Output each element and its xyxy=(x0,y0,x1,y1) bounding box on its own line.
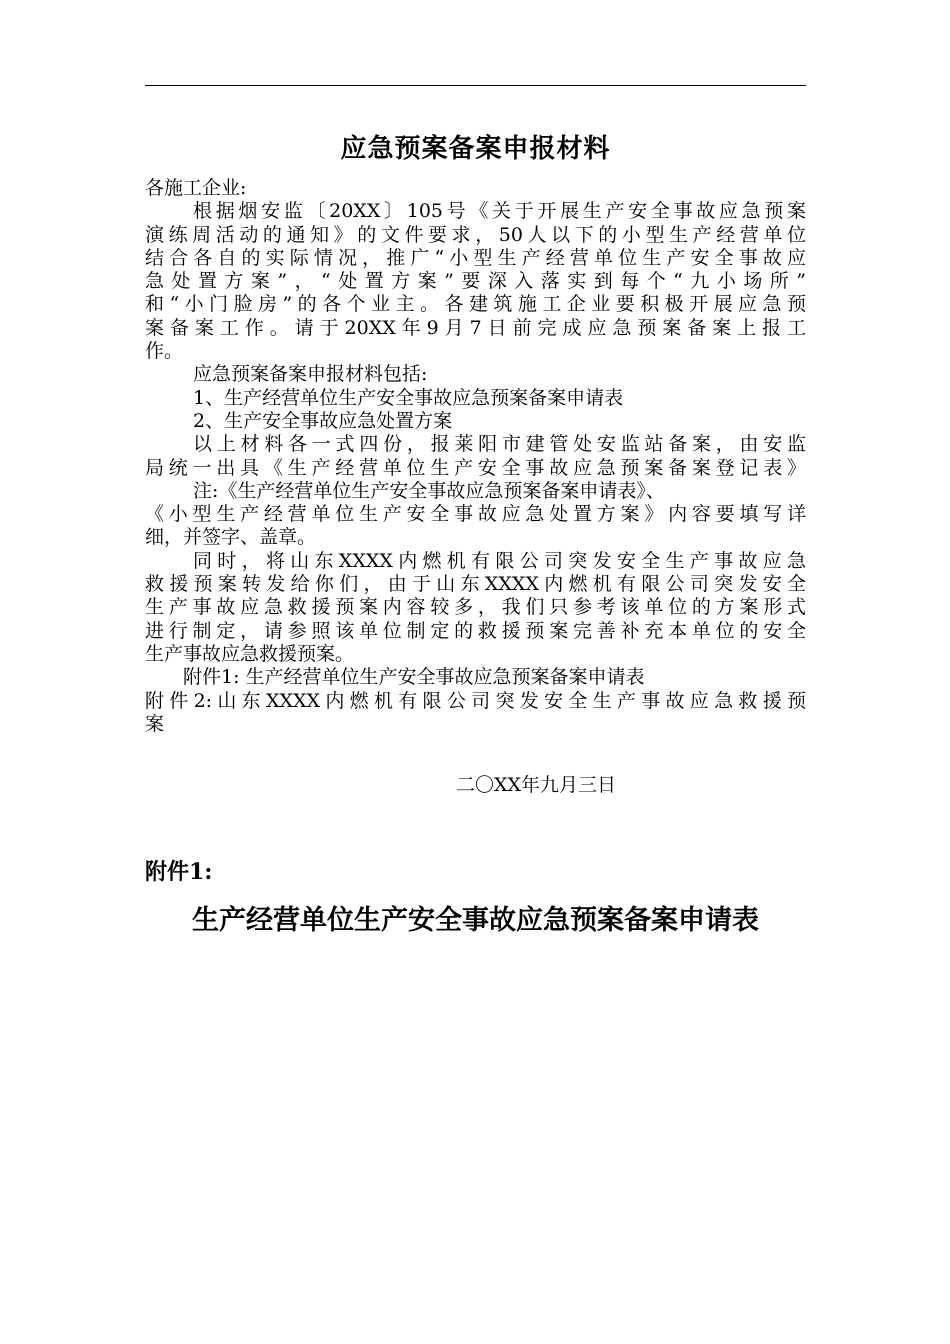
body-line: 以上材料各一式四份，报莱阳市建管处安监站备案，由安监 xyxy=(193,433,806,456)
body-line: 生产事故应急救援预案内容较多，我们只参考该单位的方案形式 xyxy=(145,596,806,619)
header-rule xyxy=(145,85,806,86)
body-line: 根据烟安监〔20XX〕105号《关于开展生产安全事故应急预案 xyxy=(193,200,806,223)
body-line: 各施工企业: xyxy=(145,177,247,199)
body-line: 作。 xyxy=(145,340,184,363)
body-line: 案备案工作。请于20XX年9月7日前完成应急预案备案上报工 xyxy=(145,316,806,339)
body-line: 急处置方案”，“处置方案”要深入落实到每个“九小场所” xyxy=(145,270,806,293)
attachment-label: 附件1: xyxy=(145,859,213,885)
body-line: 附件2:山东XXXX内燃机有限公司突发安全生产事故应急救援预 xyxy=(145,689,806,712)
body-line: 和“小门脸房”的各个业主。各建筑施工企业要积极开展应急预 xyxy=(145,293,806,316)
document-body xyxy=(145,177,806,736)
body-line: 1、生产经营单位生产安全事故应急预案备案申请表 xyxy=(193,386,624,409)
body-line: 生产事故应急救援预案。 xyxy=(145,642,355,665)
document-title: 应急预案备案申报材料 xyxy=(340,134,611,164)
document-date: 二〇XX年九月三日 xyxy=(456,774,617,796)
body-line: 同时，将山东XXXX内燃机有限公司突发安全生产事故应急 xyxy=(193,549,806,572)
body-line: 救援预案转发给你们，由于山东XXXX内燃机有限公司突发安全 xyxy=(145,573,806,596)
body-line: 结合各自的实际情况，推广“小型生产经营单位生产安全事故应 xyxy=(145,246,806,269)
body-line: 2、生产安全事故应急处置方案 xyxy=(193,409,453,432)
body-line: 附件1: 生产经营单位生产安全事故应急预案备案申请表 xyxy=(183,666,645,689)
body-line: 演练周活动的通知》的文件要求，50人以下的小型生产经营单位 xyxy=(145,223,806,246)
body-line: 应急预案备案申报材料包括: xyxy=(193,363,428,386)
body-line: 注:《生产经营单位生产安全事故应急预案备案申请表》、 xyxy=(193,479,665,502)
body-line: 细，并签字、盖章。 xyxy=(145,526,317,549)
body-line: 进行制定，请参照该单位制定的救援预案完善补充本单位的安全 xyxy=(145,619,806,642)
body-line: 《小型生产经营单位生产安全事故应急处置方案》内容要填写详 xyxy=(145,503,806,526)
body-line: 局统一出具《生产经营单位生产安全事故应急预案备案登记表》 xyxy=(145,456,806,479)
body-line: 案 xyxy=(145,712,165,735)
attachment-title: 生产经营单位生产安全事故应急预案备案申请表 xyxy=(192,905,759,936)
